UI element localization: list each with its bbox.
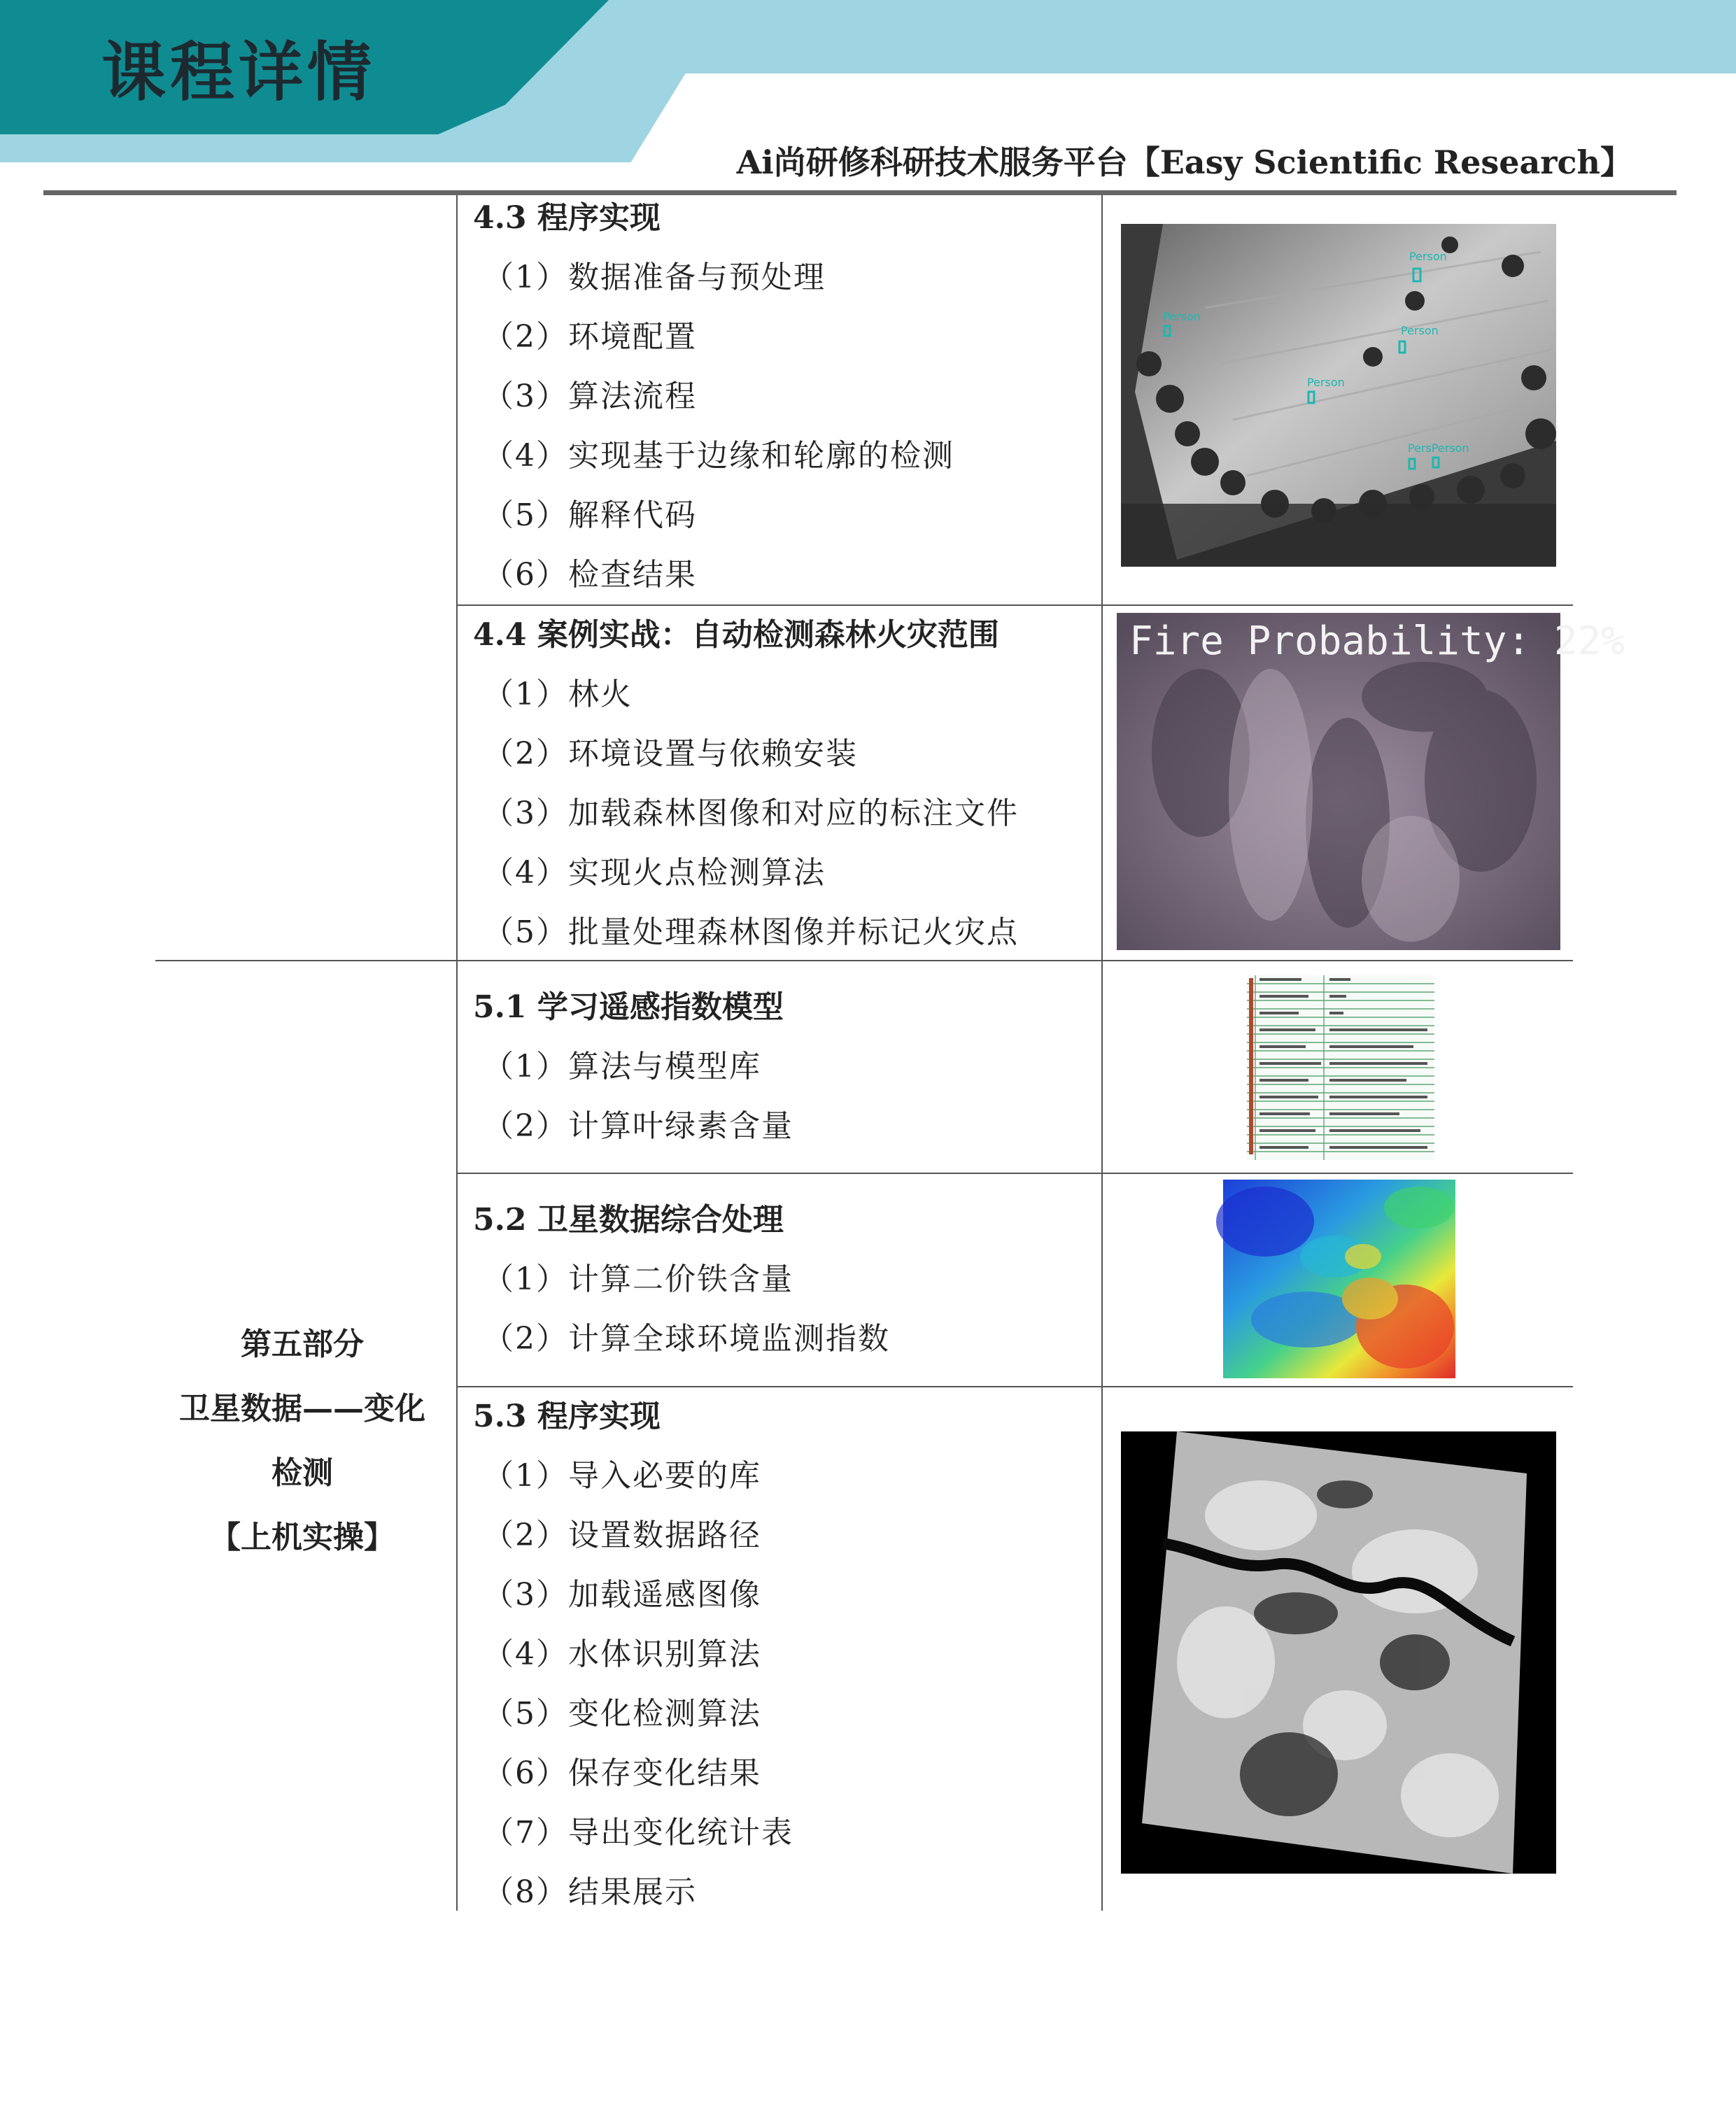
section-item: （3）加载遥感图像: [483, 1577, 761, 1613]
part-label: [155, 1313, 449, 1570]
table-row-divider: [456, 1173, 1573, 1174]
part-label-line: 【上机实操】: [210, 1520, 395, 1555]
section-item: （2）设置数据路径: [483, 1518, 761, 1553]
section-item: （5）变化检测算法: [483, 1696, 761, 1732]
part-label-line: 第五部分: [241, 1327, 364, 1362]
section-title: 4.4 案例实战：自动检测森林火灾范围: [473, 617, 999, 653]
section-4-4: [473, 606, 1019, 962]
detection-label: Person: [1401, 324, 1439, 337]
section-item: （2）计算叶绿素含量: [483, 1108, 793, 1144]
section-item: （6）检查结果: [483, 557, 697, 593]
section-item: （5）批量处理森林图像并标记火灾点: [483, 914, 1019, 950]
section-item: （3）算法流程: [483, 379, 697, 414]
part-label-line: 检测: [271, 1455, 333, 1491]
page-title: 课程详情: [101, 35, 376, 110]
detection-label: Person: [1163, 310, 1201, 323]
section-item: （1）数据准备与预处理: [483, 260, 826, 295]
detection-label: PersPerson: [1408, 441, 1469, 455]
section-4-3: [473, 189, 954, 604]
part-label-line: 卫星数据——变化: [179, 1391, 425, 1427]
section-item: （1）计算二价铁含量: [483, 1261, 793, 1297]
section-item: （1）导入必要的库: [483, 1458, 761, 1494]
table-column-divider-left: [456, 195, 458, 1911]
section-item: （2）环境配置: [483, 319, 697, 355]
section-item: （2）计算全球环境监测指数: [483, 1321, 890, 1357]
section-5-3: [473, 1387, 793, 1922]
detection-label: Person: [1307, 376, 1345, 389]
fire-probability-text: Fire Probability: 22%: [1129, 618, 1625, 664]
section-title: 4.3 程序实现: [473, 200, 661, 236]
fire-probability-image: [1117, 613, 1625, 950]
section-title: 5.2 卫星数据综合处理: [473, 1202, 784, 1238]
index-model-table-image: [1247, 975, 1434, 1160]
section-5-2: [473, 1191, 890, 1368]
section-item: （4）水体识别算法: [483, 1636, 761, 1672]
section-title: 5.1 学习遥感指数模型: [473, 989, 784, 1025]
section-title: 5.3 程序实现: [473, 1399, 661, 1434]
change-detection-image: [1121, 1431, 1556, 1874]
platform-name: Ai尚研修科研技术服务平台【Easy Scientific Research】: [736, 143, 1632, 181]
section-item: （4）实现火点检测算法: [483, 855, 826, 891]
section-5-1: [473, 978, 793, 1156]
detection-label: Person: [1409, 250, 1447, 263]
section-item: （2）环境设置与依赖安装: [483, 736, 858, 772]
section-item: （3）加载森林图像和对应的标注文件: [483, 795, 1019, 831]
iron-content-heatmap-image: [1223, 1180, 1455, 1378]
section-item: （1）林火: [483, 677, 633, 712]
section-item: （1）算法与模型库: [483, 1049, 761, 1084]
section-item: （4）实现基于边缘和轮廓的检测: [483, 438, 954, 474]
section-item: （7）导出变化统计表: [483, 1815, 793, 1851]
section-item: （8）结果展示: [483, 1874, 697, 1910]
section-item: （6）保存变化结果: [483, 1755, 761, 1791]
person-detection-image: [1121, 224, 1556, 567]
section-item: （5）解释代码: [483, 497, 697, 533]
table-column-divider-right: [1101, 195, 1103, 1911]
